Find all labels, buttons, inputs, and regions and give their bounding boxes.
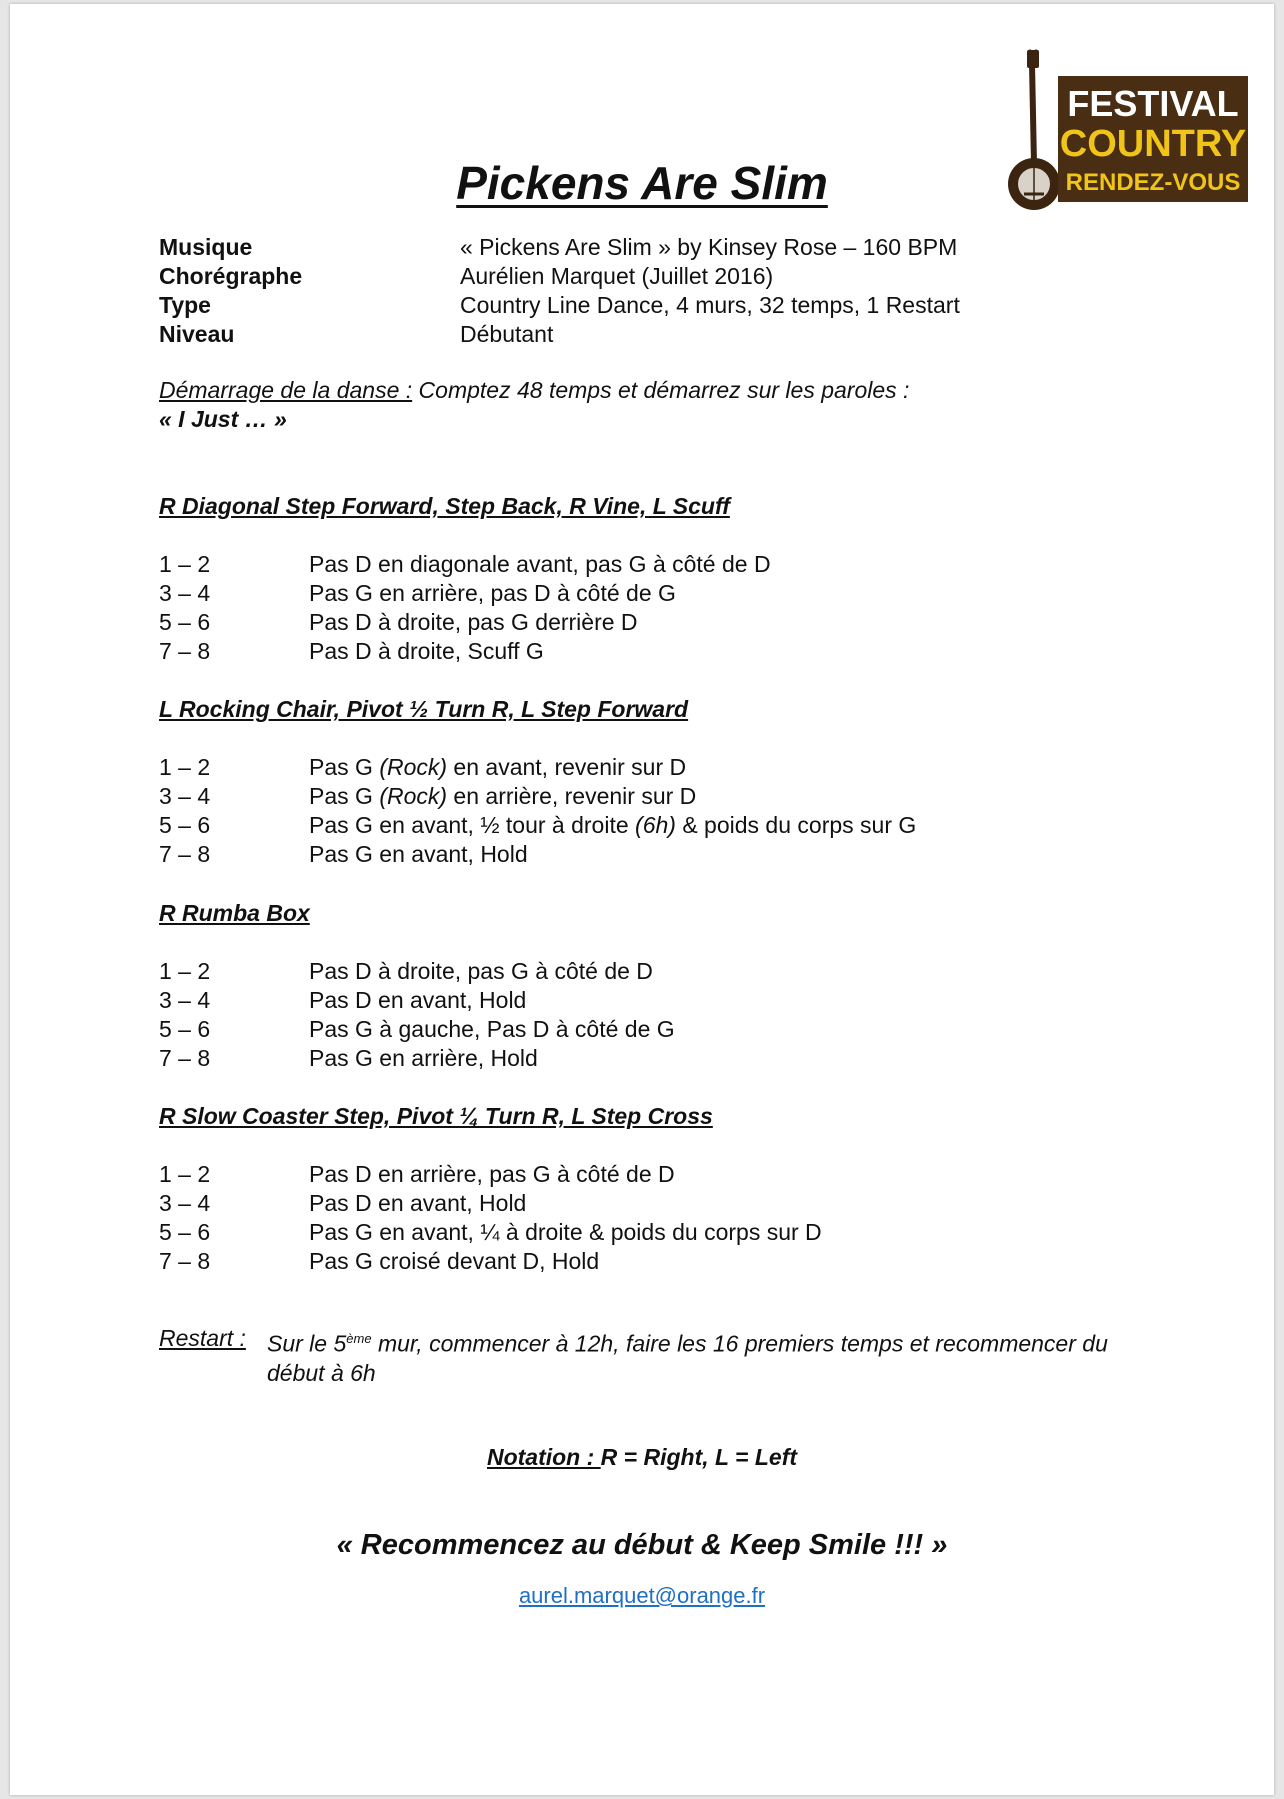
- step-text: Pas D à droite, pas G derrière D: [309, 609, 638, 635]
- restart-label: Restart :: [159, 1325, 246, 1351]
- notation-text: R = Right, L = Left: [600, 1444, 798, 1470]
- step-count: 3 – 4: [159, 580, 211, 606]
- notation-label: Notation :: [486, 1444, 601, 1470]
- step-count: 3 – 4: [159, 987, 211, 1013]
- info-key: Niveau: [159, 321, 235, 347]
- step-text: Pas G en arrière, pas D à côté de G: [309, 580, 676, 606]
- page-title: Pickens Are Slim: [456, 157, 828, 209]
- step-count: 5 – 6: [159, 1219, 211, 1245]
- step-text: Pas G croisé devant D, Hold: [309, 1248, 600, 1274]
- start-text: Comptez 48 temps et démarrez sur les paroles :: [412, 377, 910, 403]
- step-count: 1 – 2: [159, 958, 211, 984]
- step-count: 5 – 6: [159, 812, 211, 838]
- document-page: [10, 4, 1274, 1795]
- logo-text-country: COUNTRY: [1059, 123, 1247, 165]
- step-text: Pas D en arrière, pas G à côté de D: [309, 1161, 675, 1187]
- info-value: Aurélien Marquet (Juillet 2016): [460, 263, 774, 289]
- info-key: Type: [159, 292, 211, 318]
- step-text: Pas G (Rock) en avant, revenir sur D: [309, 754, 687, 780]
- step-text: Pas G en avant, Hold: [309, 841, 528, 867]
- step-count: 7 – 8: [159, 841, 211, 867]
- section-title: L Rocking Chair, Pivot ½ Turn R, L Step Forward: [159, 696, 689, 722]
- step-count: 1 – 2: [159, 754, 211, 780]
- step-count: 1 – 2: [159, 551, 211, 577]
- logo-text-festival: FESTIVAL: [1067, 83, 1239, 124]
- info-key: Musique: [159, 234, 253, 260]
- step-count: 3 – 4: [159, 1190, 211, 1216]
- step-text: Pas D en avant, Hold: [309, 1190, 527, 1216]
- notation: [10, 1444, 1274, 1471]
- section-title: R Slow Coaster Step, Pivot ¼ Turn R, L Step Cross: [159, 1103, 713, 1129]
- step-text: Pas G à gauche, Pas D à côté de G: [309, 1016, 675, 1042]
- dance-start: [159, 376, 909, 434]
- step-text: Pas G en avant, ¼ à droite & poids du corps sur D: [309, 1219, 822, 1245]
- logo-text-rendez-vous: RENDEZ-VOUS: [1065, 169, 1241, 196]
- step-text: Pas G en arrière, Hold: [309, 1045, 538, 1071]
- restart-text: Sur le 5ème mur, commencer à 12h, faire les 16 premiers temps et recommencer du début à 6h: [267, 1330, 1108, 1386]
- start-label: Démarrage de la danse :: [159, 377, 413, 403]
- email-link[interactable]: aurel.marquet@orange.fr: [518, 1583, 766, 1608]
- step-text: Pas G en avant, ½ tour à droite (6h) & poids du corps sur G: [309, 812, 917, 838]
- step-count: 5 – 6: [159, 609, 211, 635]
- step-count: 3 – 4: [159, 783, 211, 809]
- info-key: Chorégraphe: [159, 263, 303, 289]
- section-title: R Diagonal Step Forward, Step Back, R Vine, L Scuff: [159, 493, 730, 519]
- info-value: Country Line Dance, 4 murs, 32 temps, 1 Restart: [460, 292, 960, 318]
- info-value: Débutant: [460, 321, 554, 347]
- step-count: 7 – 8: [159, 638, 211, 664]
- step-count: 5 – 6: [159, 1016, 211, 1042]
- closing-line: « Recommencez au début & Keep Smile !!! »: [336, 1529, 948, 1561]
- step-text: Pas D en avant, Hold: [309, 987, 527, 1013]
- step-text: Pas G (Rock) en arrière, revenir sur D: [309, 783, 697, 809]
- step-count: 1 – 2: [159, 1161, 211, 1187]
- step-count: 7 – 8: [159, 1045, 211, 1071]
- step-text: Pas D à droite, pas G à côté de D: [309, 958, 653, 984]
- step-count: 7 – 8: [159, 1248, 211, 1274]
- step-text: Pas D à droite, Scuff G: [309, 638, 544, 664]
- start-lyrics: « I Just … »: [159, 406, 287, 432]
- step-text: Pas D en diagonale avant, pas G à côté de D: [309, 551, 771, 577]
- section-title: R Rumba Box: [159, 900, 310, 926]
- info-value: « Pickens Are Slim » by Kinsey Rose – 160 BPM: [460, 234, 958, 260]
